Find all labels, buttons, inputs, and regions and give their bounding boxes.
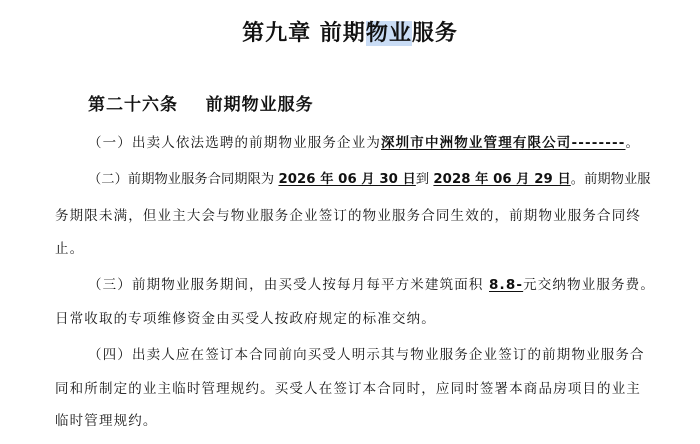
property-company-name: 深圳市中洲物业管理有限公司-------- <box>381 135 626 151</box>
paragraph-2-text-b: 到 <box>415 172 434 187</box>
paragraph-2-line-2: 务期限未满，但业主大会与物业服务企业签订的物业服务合同生效的，前期物业服务合同终 <box>55 208 641 224</box>
paragraph-3-text-b: 元交纳物业服务费。 <box>523 277 655 293</box>
paragraph-3-line-1 <box>88 273 655 293</box>
paragraph-1-line-1 <box>88 131 640 151</box>
paragraph-4-line-2: 同和所制定的业主临时管理规约。买受人在签订本合同时，应同时签署本商品房项目的业主 <box>55 381 641 397</box>
paragraph-1-text-b: 。 <box>625 135 641 151</box>
chapter-title-suffix: 服务 <box>411 21 458 46</box>
paragraph-4-line-3: 临时管理规约。 <box>55 413 158 429</box>
chapter-title-highlighted: 物业 <box>365 21 412 46</box>
paragraph-2-line-1 <box>88 168 651 187</box>
paragraph-3-line-2: 日常收取的专项维修资金由买受人按政府规定的标准交纳。 <box>55 311 436 327</box>
paragraph-2-line-3: 止。 <box>55 241 85 257</box>
article-title: 第二十六条 前期物业服务 <box>88 95 314 115</box>
paragraph-3-text-a: （三）前期物业服务期间，由买受人按每月每平方米建筑面积 <box>88 277 489 293</box>
paragraph-2-text-c: 。前期物业服 <box>570 172 651 187</box>
service-fee: 8.8- <box>489 277 524 293</box>
paragraph-1-text-a: （一）出卖人依法选聘的前期物业服务企业为 <box>88 135 381 151</box>
chapter-title <box>0 16 700 47</box>
chapter-title-prefix: 第九章 前期 <box>242 21 366 46</box>
service-end-date: 2028 年 06 月 29 日 <box>433 172 571 187</box>
service-start-date: 2026 年 06 月 30 日 <box>278 172 416 187</box>
paragraph-2-text-a: （二）前期物业服务合同期限为 <box>88 172 279 187</box>
paragraph-4-line-1: （四）出卖人应在签订本合同前向买受人明示其与物业服务企业签订的前期物业服务合 <box>88 347 645 363</box>
